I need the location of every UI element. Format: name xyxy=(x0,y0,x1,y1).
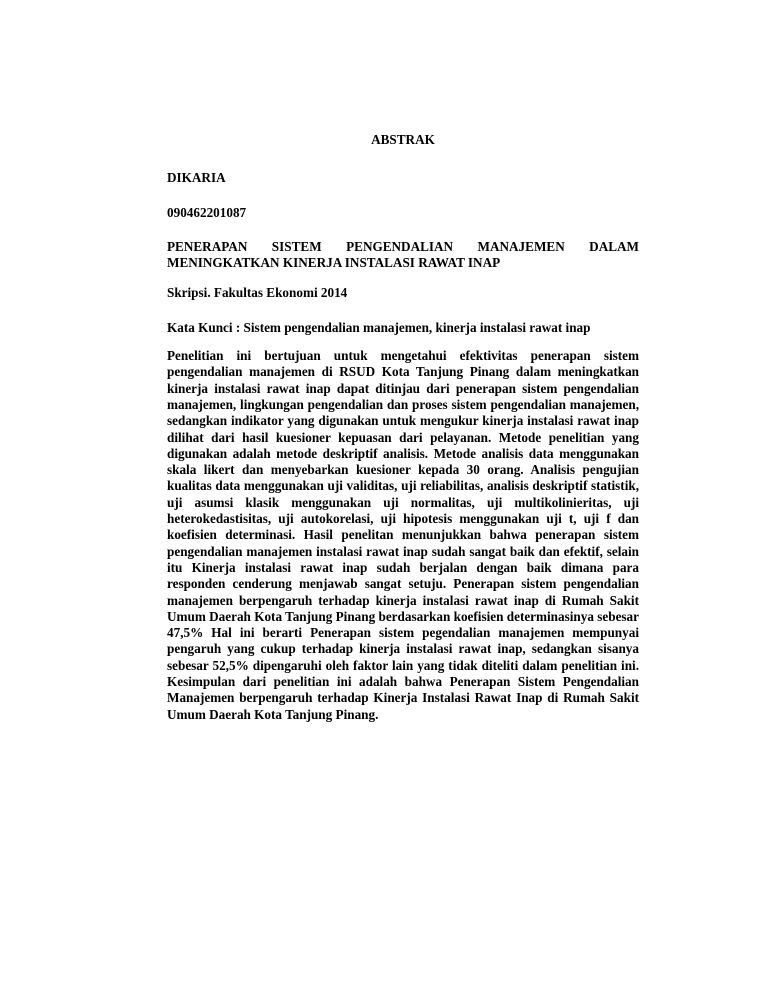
thesis-info: Skripsi. Fakultas Ekonomi 2014 xyxy=(167,285,348,301)
keywords: Kata Kunci : Sistem pengendalian manajemen, kinerja instalasi rawat inap xyxy=(167,319,591,335)
author-name: DIKARIA xyxy=(167,170,226,186)
thesis-title xyxy=(167,239,639,272)
abstract-heading: ABSTRAK xyxy=(371,132,435,147)
abstract-body: Penelitian ini bertujuan untuk mengetahui efektivitas penerapan sistem pengendalian manajemen di RSUD Kota Tanjung Pinang dalam meningkatkan kinerja instalasi rawat inap dapat ditinjau dari penerapan sistem pengendalian manajemen, lingkungan pengendalian dan proses sistem pengendalian manajemen, sedangkan indikator yang digunakan untuk mengukur kinerja instalasi rawat inap dilihat dari hasil kuesioner kepuasan dari pelayanan. Metode penelitian yang digunakan adalah metode deskriptif analisis. Metode analisis data menggunakan skala likert dan menyebarkan kuesioner kepada 30 orang. Analisis pengujian kualitas data menggunakan uji validitas, uji reliabilitas, analisis deskriptif statistik, uji asumsi klasik menggunakan uji normalitas, uji multikolinieritas, uji heterokedastisitas, uji autokorelasi, uji hipotesis menggunakan uji t, uji f dan koefisien determinasi. Hasil penelitan menunjukkan bahwa penerapan sistem pengendalian manajemen instalasi rawat inap sudah sangat baik dan efektif, selain itu Kinerja instalasi rawat inap sudah berjalan dengan baik dimana para responden cenderung menjawab sangat setuju. Penerapan sistem pengendalian manajemen berpengaruh terhadap kinerja instalasi rawat inap di Rumah Sakit Umum Daerah Kota Tanjung Pinang berdasarkan koefisien determinasinya sebesar 47,5% Hal ini berarti Penerapan sistem pegendalian manajemen mempunyai pengaruh yang cukup terhadap kinerja instalasi rawat inap, sedangkan sisanya sebesar 52,5% dipengaruhi oleh faktor lain yang tidak diteliti dalam penelitian ini. Kesimpulan dari penelitian ini adalah bahwa Penerapan Sistem Pengendalian Manajemen berpengaruh terhadap Kinerja Instalasi Rawat Inap di Rumah Sakit Umum Daerah Kota Tanjung Pinang. xyxy=(167,348,639,722)
thesis-title-line-2: MENINGKATKAN KINERJA INSTALASI RAWAT INAP xyxy=(167,255,501,271)
student-id: 090462201087 xyxy=(167,204,247,220)
thesis-title-line-1: PENERAPAN SISTEM PENGENDALIAN MANAJEMEN DALAM xyxy=(167,238,639,254)
document-page xyxy=(167,132,639,723)
